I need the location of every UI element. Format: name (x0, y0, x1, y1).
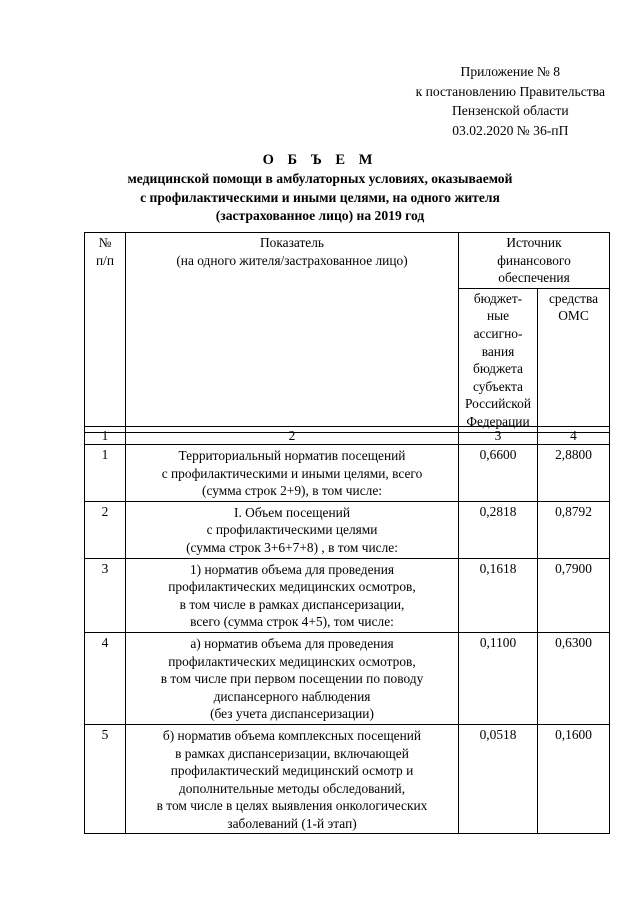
indicator-line: заболеваний (1-й этап) (227, 815, 357, 831)
header-number-sign: № (98, 235, 112, 250)
indicator-line: в том числе в рамках диспансеризации, (179, 596, 405, 612)
row-oms-value: 0,7900 (538, 558, 610, 632)
annex-number: Приложение № 8 (460, 64, 561, 79)
table-header (84, 232, 610, 433)
document-title (0, 150, 640, 226)
table-row (85, 632, 610, 724)
header-number (85, 233, 126, 433)
row-number: 5 (85, 724, 126, 834)
indicator-line: всего (сумма строк 4+5), том числе: (190, 614, 394, 630)
header-source-line: Источник (506, 235, 562, 250)
header-budget-line: субъекта (473, 378, 523, 394)
indicator-line: (без учета диспансеризации) (210, 706, 374, 722)
header-indicator (126, 233, 459, 433)
row-indicator (126, 445, 459, 502)
table-row (85, 501, 610, 558)
indicator-line: профилактический медицинский осмотр и (170, 763, 414, 779)
indicator-line: в рамках диспансеризации, включающей (175, 745, 409, 761)
header-oms-line: ОМС (558, 308, 589, 324)
indicator-line: б) норматив объема комплексных посещений (162, 727, 422, 743)
row-budget-value: 0,0518 (459, 724, 538, 834)
indicator-line: с профилактическими и иными целями, всего (161, 465, 423, 481)
column-number: 1 (85, 427, 126, 445)
indicator-line: диспансерного наблюдения (213, 688, 371, 704)
table-row (85, 558, 610, 632)
indicator-line: а) норматив объема для проведения (190, 635, 394, 651)
column-number-row (85, 427, 610, 445)
annex-block (416, 62, 605, 140)
indicator-line: профилактических медицинских осмотров, (168, 653, 416, 669)
header-budget-line: ассигно- (473, 325, 523, 341)
row-budget-value: 0,6600 (459, 445, 538, 502)
indicator-line: (сумма строк 2+9), в том числе: (202, 483, 382, 499)
row-indicator (126, 558, 459, 632)
annex-date: 03.02.2020 № 36-пП (452, 122, 569, 138)
indicator-line: (сумма строк 3+6+7+8) , в том числе: (186, 539, 398, 555)
header-budget-line: ные (486, 308, 510, 324)
title-line: с профилактическими и иными целями, на одного жителя (140, 189, 500, 205)
row-oms-value: 0,8792 (538, 501, 610, 558)
data-table (84, 426, 610, 834)
header-budget-line: Федерации (466, 413, 530, 429)
row-budget-value: 0,2818 (459, 501, 538, 558)
title-line: медицинской помощи в амбулаторных условиях, оказываемой (127, 171, 513, 186)
indicator-line: дополнительные методы обследований, (178, 780, 406, 796)
header-indicator-title: Показатель (259, 235, 325, 250)
row-indicator (126, 501, 459, 558)
row-oms-value: 2,8800 (538, 445, 610, 502)
annex-decree: к постановлению Правительства (415, 83, 605, 99)
header-budget-line: бюджет- (473, 290, 523, 306)
header-oms (538, 288, 610, 432)
column-number: 4 (538, 427, 610, 445)
header-source-line: финансового (497, 252, 571, 268)
title-line: (застрахованное лицо) на 2019 год (215, 208, 425, 223)
row-budget-value: 0,1100 (459, 632, 538, 724)
indicator-line: в том числе при первом посещении по поводу (160, 671, 424, 687)
header-budget-line: вания (481, 343, 515, 359)
row-budget-value: 0,1618 (459, 558, 538, 632)
indicator-line: в том числе в целях выявления онкологических (156, 798, 428, 814)
column-number: 2 (126, 427, 459, 445)
table-row (85, 724, 610, 834)
row-oms-value: 0,1600 (538, 724, 610, 834)
row-indicator (126, 632, 459, 724)
indicator-line: профилактических медицинских осмотров, (168, 579, 416, 595)
title-heading: О Б Ъ Е М (262, 152, 378, 168)
row-number: 2 (85, 501, 126, 558)
header-source (459, 233, 610, 289)
annex-region: Пензенской области (451, 103, 569, 119)
table-row (85, 445, 610, 502)
column-number: 3 (459, 427, 538, 445)
header-indicator-subtitle: (на одного жителя/застрахованное лицо) (176, 252, 408, 268)
row-number: 1 (85, 445, 126, 502)
header-budget-line: бюджета (473, 361, 523, 377)
header-budget-line: Российской (465, 396, 531, 412)
row-oms-value: 0,6300 (538, 632, 610, 724)
header-oms-line: средства (548, 290, 599, 306)
header-number-label: п/п (95, 252, 115, 268)
row-indicator (126, 724, 459, 834)
indicator-line: 1) норматив объема для проведения (189, 561, 395, 577)
indicator-line: I. Объем посещений (234, 504, 350, 520)
indicator-line: Территориальный норматив посещений (178, 448, 406, 463)
row-number: 3 (85, 558, 126, 632)
indicator-line: с профилактическими целями (206, 522, 378, 538)
header-budget (459, 288, 538, 432)
header-source-line: обеспечения (498, 270, 570, 286)
row-number: 4 (85, 632, 126, 724)
